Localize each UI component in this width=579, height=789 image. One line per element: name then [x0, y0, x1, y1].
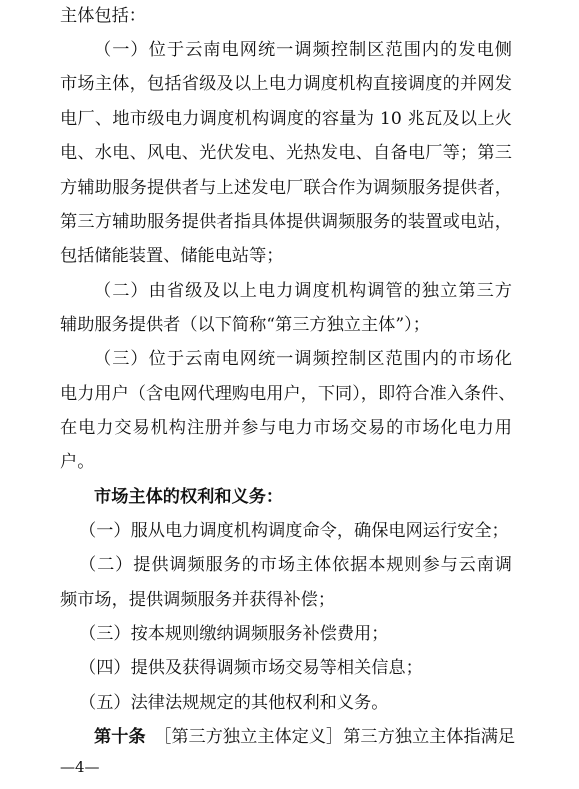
- text-line: （五）法律法规规定的其他权利和义务。: [79, 693, 389, 713]
- section-heading: 市场主体的权利和义务：: [94, 487, 284, 507]
- text-line: （四）提供及获得调频市场交易等相关信息；: [79, 658, 423, 678]
- text-line: （一）位于云南电网统一调频控制区范围内的发电侧: [94, 40, 512, 60]
- text-line: （一）服从电力调度机构调度命令，确保电网运行安全；: [79, 521, 509, 541]
- page-number: —4—: [60, 758, 100, 776]
- text-line: 电、水电、风电、光伏发电、光热发电、自备电厂等；第三: [60, 143, 512, 163]
- text-line: 在电力交易机构注册并参与电力市场交易的市场化电力用: [60, 418, 512, 438]
- text-line: 电厂、地市级电力调度机构调度的容量为 10 兆瓦及以上火: [60, 109, 512, 129]
- text-line: （三）位于云南电网统一调频控制区范围内的市场化: [94, 349, 512, 369]
- text-line: 市场主体，包括省级及以上电力调度机构直接调度的并网发: [60, 74, 512, 94]
- text-line: 户。: [60, 452, 95, 472]
- article-label: 第十条: [94, 727, 146, 747]
- text-line: （二）由省级及以上电力调度机构调管的独立第三方: [94, 281, 512, 301]
- text-line: 主体包括：: [60, 6, 146, 26]
- text-line: 包括储能装置、储能电站等；: [60, 246, 284, 266]
- text-line: 电力用户（含电网代理购电用户，下同），即符合准入条件、: [60, 384, 516, 404]
- text-line: 方辅助服务提供者与上述发电厂联合作为调频服务提供者，: [60, 178, 512, 198]
- text-line: 频市场，提供调频服务并获得补偿；: [60, 590, 336, 610]
- text-line: （三）按本规则缴纳调频服务补偿费用；: [79, 624, 389, 644]
- article-text: ［第三方独立主体定义］第三方独立主体指满足: [162, 727, 516, 747]
- text-line: （二）提供调频服务的市场主体依据本规则参与云南调: [79, 555, 512, 575]
- text-line: 辅助服务提供者（以下简称“第三方独立主体”）；: [60, 315, 430, 335]
- text-line: 第三方辅助服务提供者指具体提供调频服务的装置或电站，: [60, 212, 512, 232]
- article-line: [94, 727, 516, 747]
